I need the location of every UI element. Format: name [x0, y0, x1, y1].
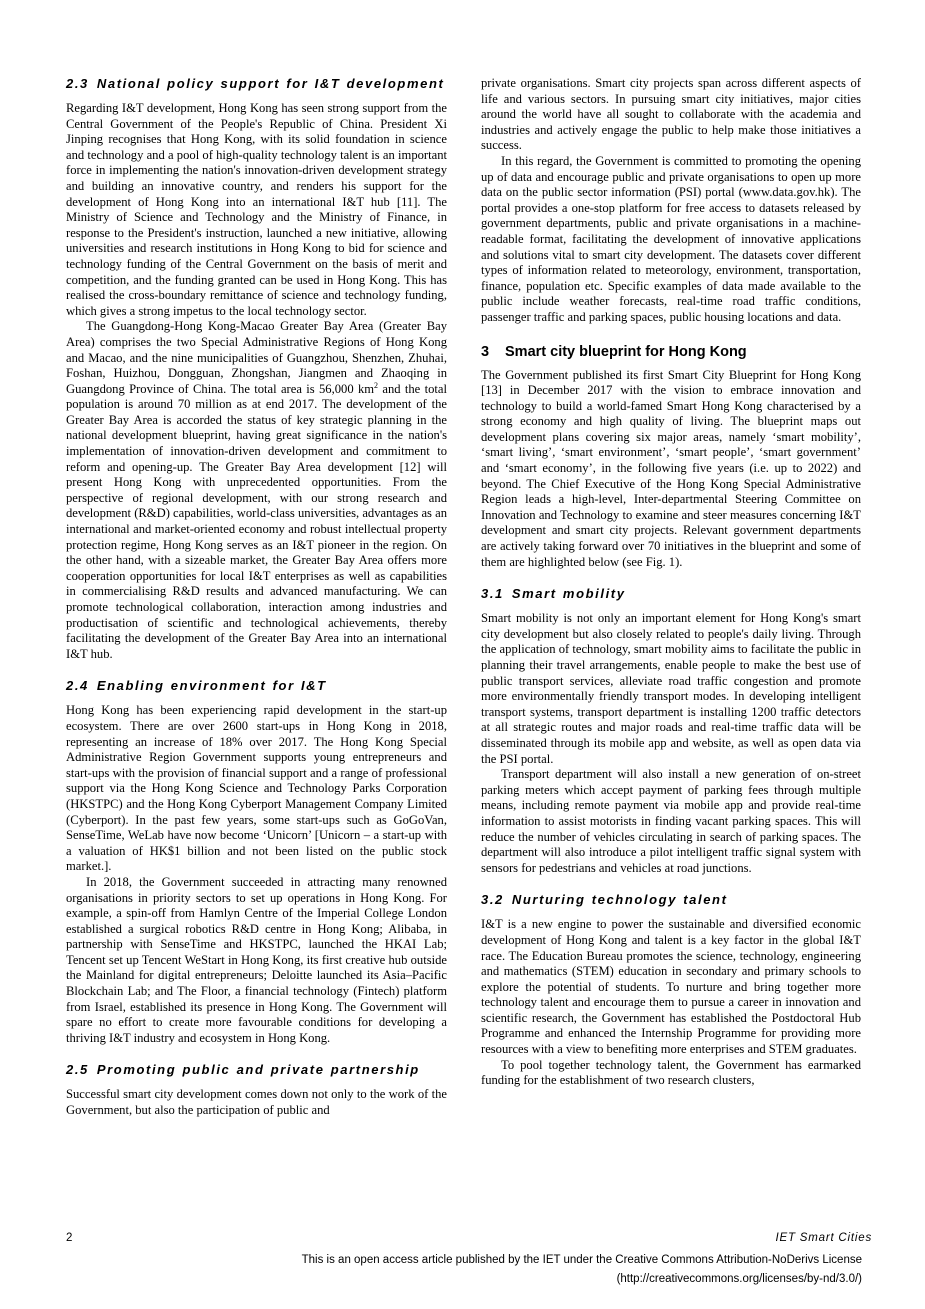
license-text: This is an open access article published by the IET under the Creative Commons Attribution-NoDerivs License	[301, 1254, 862, 1266]
paragraph: In 2018, the Government succeeded in attracting many renowned organisations in priority sectors to set up operations in Hong Kong. For example, a spin-off from Hamlyn Centre of the Imperial College London established a surgical robotics R&D centre in Hong Kong; Alibaba, in partnership with SenseTime and HKSTPC, launched the HKAI Lab; Tencent set up Tencent WeStart in Hong Kong, its first creative hub outside the Mainland for digital entrepreneurs; Deloitte launched its Asia–Pacific Blockchain Lab; and The Floor, a financial technology (Fintech) platform from Israel, established its presence in Hong Kong. The Government will spare no effort to create more favourable conditions for developing a thriving I&T industry and ecosystem in Hong Kong.	[66, 874, 447, 1045]
paragraph: Successful smart city development comes down not only to the work of the Government, but also the participation of public and	[66, 1087, 447, 1118]
paragraph: Hong Kong has been experiencing rapid development in the start-up ecosystem. There are over 2600 start-ups in Hong Kong in 2018, representing an increase of 18% over 2017. The Hong Kong Special Administrative Region Government supports young entrepreneurs and start-ups with the provision of financial support and a range of professional support via the Hong Kong Science and Technology Parks Corporation (HKSTPC) and the Hong Kong Cyberport Management Company Limited (Cyberport). In the past few years, some start-ups such as GoGoVan, SenseTime, WeLab have now become ‘Unicorn’ [Unicorn – a start-up with a valuation of HK$1 billion and not been listed on the public stock market.].	[66, 703, 447, 874]
section-heading-2-5	[66, 1062, 447, 1078]
superscript: 2	[374, 380, 379, 390]
license-link[interactable]: (http://creativecommons.org/licenses/by-nd/3.0/)	[616, 1273, 862, 1285]
section-number: 3.2	[481, 892, 504, 908]
journal-name: IET Smart Cities	[775, 1232, 872, 1244]
section-heading-2-4	[66, 678, 447, 694]
paragraph: Smart mobility is not only an important element for Hong Kong's smart city development but also closely related to people's daily living. Through the application of technology, smart mobility aims to facilitate the public in planning their travel arrangements, enable people to make the best use of public transport services, alleviate road traffic congestion and promote more environmentally friendly transport modes. In developing intelligent transport systems, transport department is installing 1200 traffic detectors at all strategic routes and major roads and real-time traffic data will be disseminated through its mobile app and website, as well as open data via the PSI portal.	[481, 611, 861, 766]
left-column	[66, 76, 447, 1119]
paragraph: Regarding I&T development, Hong Kong has seen strong support from the Central Government of the People's Republic of China. President Xi Jinping recognises that Hong Kong, with its solid foundation in science and technology and a pool of high-quality technology talent is an important force in implementing the nation's innovation-driven development strategy and building an innovative country, and renders his support for the development of Hong Kong into an international I&T hub [11]. The Ministry of Science and Technology and the Ministry of Finance, in response to the President's instruction, launched a new initiative, allowing universities and research institutions in Hong Kong to bid for science and technology funding of the Central Government on the basis of merit and competition, and the funding granted can be used in Hong Kong. This has realised the cross-boundary remittance of science and technology funding, which gives a strong impetus to the local technology sector.	[66, 101, 447, 318]
section-heading-3-2	[481, 892, 861, 908]
section-number: 3	[481, 343, 490, 360]
section-number: 2.4	[66, 678, 89, 694]
paragraph-text: The Guangdong-Hong Kong-Macao Greater Bay Area (Greater Bay Area) comprises the two Special Administrative Regions of Hong Kong and Macao, and the nine municipalities of Guangzhou, Shenzhen, Zhuhai, Foshan, Huizhou, Dongguan, Zhongshan, Jiangmen and Zhaoqing in Guangdong Province of China. The total area is 56,000 km	[66, 319, 447, 396]
paragraph: Transport department will also install a new generation of on-street parking meters which accept payment of parking fees through multiple means, including remote payment via mobile app and provide real-time information to assist motorists in finding vacant parking spaces. This will reduce the number of vehicles circulating in search of parking spaces. The department will also introduce a pilot intelligent traffic signal system with sensors for pedestrians and vehicles at road junctions.	[481, 767, 861, 875]
section-heading-3-1	[481, 586, 861, 602]
section-heading-3	[481, 343, 861, 361]
paragraph: I&T is a new engine to power the sustainable and diversified economic development of Hong Kong and talent is a key factor in the global I&T race. The Education Bureau promotes the science, technology, engineering and mathematics (STEM) education in secondary and primary schools to explore the potential of students. To nurture and bring together more technology talent and encourage them to pursue a career in innovation and scientific research, the Government has established the Postdoctoral Hub Programme and enhanced the Internship Programme for providing more resources with a view to benefiting more enterprises and STEM graduates.	[481, 917, 861, 1057]
paragraph: The Government published its first Smart City Blueprint for Hong Kong [13] in December 2017 with the vision to embrace innovation and technology to build a world-famed Smart Hong Kong characterised by a strong economy and high quality of living. The blueprint maps out development plans covering six major areas, namely ‘smart mobility’, ‘smart living’, ‘smart environment’, ‘smart people’, ‘smart government’ and ‘smart economy’, in the following five years (i.e. up to 2022) and beyond. The Chief Executive of the Hong Kong Special Administrative Region leads a high-level, Inter-departmental Steering Committee on Innovation and Technology to examine and steer measures concerning I&T development and smart city projects. Relevant government departments are actively taking forward over 70 initiatives in the blueprint and some of them are highlighted below (see Fig. 1).	[481, 367, 861, 569]
section-number: 3.1	[481, 586, 504, 602]
section-title: National policy support for I&T development	[96, 76, 445, 91]
paragraph-text: and the total population is around 70 million as at end 2017. The development of the Greater Bay Area is accorded the status of key strategic planning in the national development blueprint, having great significance in the nation's implementation of innovation-driven development and commitment to reform and opening-up. The Greater Bay Area development [12] will present Hong Kong with unprecedented opportunities. From the perspective of regional development, with our strong research and development (R&D) capabilities, world-class universities, advantages as an international and market-oriented economy and robust intellectual property protection regime, Hong Kong serves as an I&T pioneer in the region. On the other hand, with a sizeable market, the Greater Bay Area offers more cooperation opportunities for local I&T enterprises as well as capabilities in commercialising R&D results and advanced manufacturing. We can promote technological collaboration, interaction among industries and productisation of scientific and technological achievements, thereby facilitating the development of the Greater Bay Area into an international I&T hub.	[66, 381, 447, 661]
paragraph: To pool together technology talent, the Government has earmarked funding for the establishment of two research clusters,	[481, 1057, 861, 1088]
section-title: Enabling environment for I&T	[96, 678, 327, 694]
license-notice	[302, 1251, 862, 1289]
page-number: 2	[66, 1232, 73, 1244]
section-number: 2.5	[66, 1062, 89, 1078]
paragraph: private organisations. Smart city projects span across different aspects of life and various sectors. In pursuing smart city initiatives, major cities around the world have all sought to collaborate with the academia and industries and actively engage the public to help make those initiatives a success.	[481, 76, 861, 153]
right-column	[481, 76, 861, 1089]
section-title: Promoting public and private partnership	[96, 1062, 420, 1078]
section-heading-2-3	[66, 76, 447, 92]
section-title: Smart mobility	[511, 586, 626, 602]
section-title: Smart city blueprint for Hong Kong	[505, 343, 747, 360]
paragraph: In this regard, the Government is committed to promoting the opening up of data and encourage public and private organisations to open up more data on the public sector information (PSI) portal (www.data.gov.hk). The portal provides a one-stop platform for free access to datasets released by government departments, public and private organisations in a machine-readable format, facilitating the development of innovative applications and solutions vital to smart city development. The datasets cover different types of information related to meteorology, environment, transportation, finance, population etc. Specific examples of data made available to the public include weather forecasts, real-time road traffic conditions, passenger traffic and parking spaces, public housing locations and data.	[481, 153, 861, 324]
section-title: Nurturing technology talent	[511, 892, 728, 908]
paragraph	[66, 319, 447, 662]
section-number: 2.3	[66, 76, 89, 91]
